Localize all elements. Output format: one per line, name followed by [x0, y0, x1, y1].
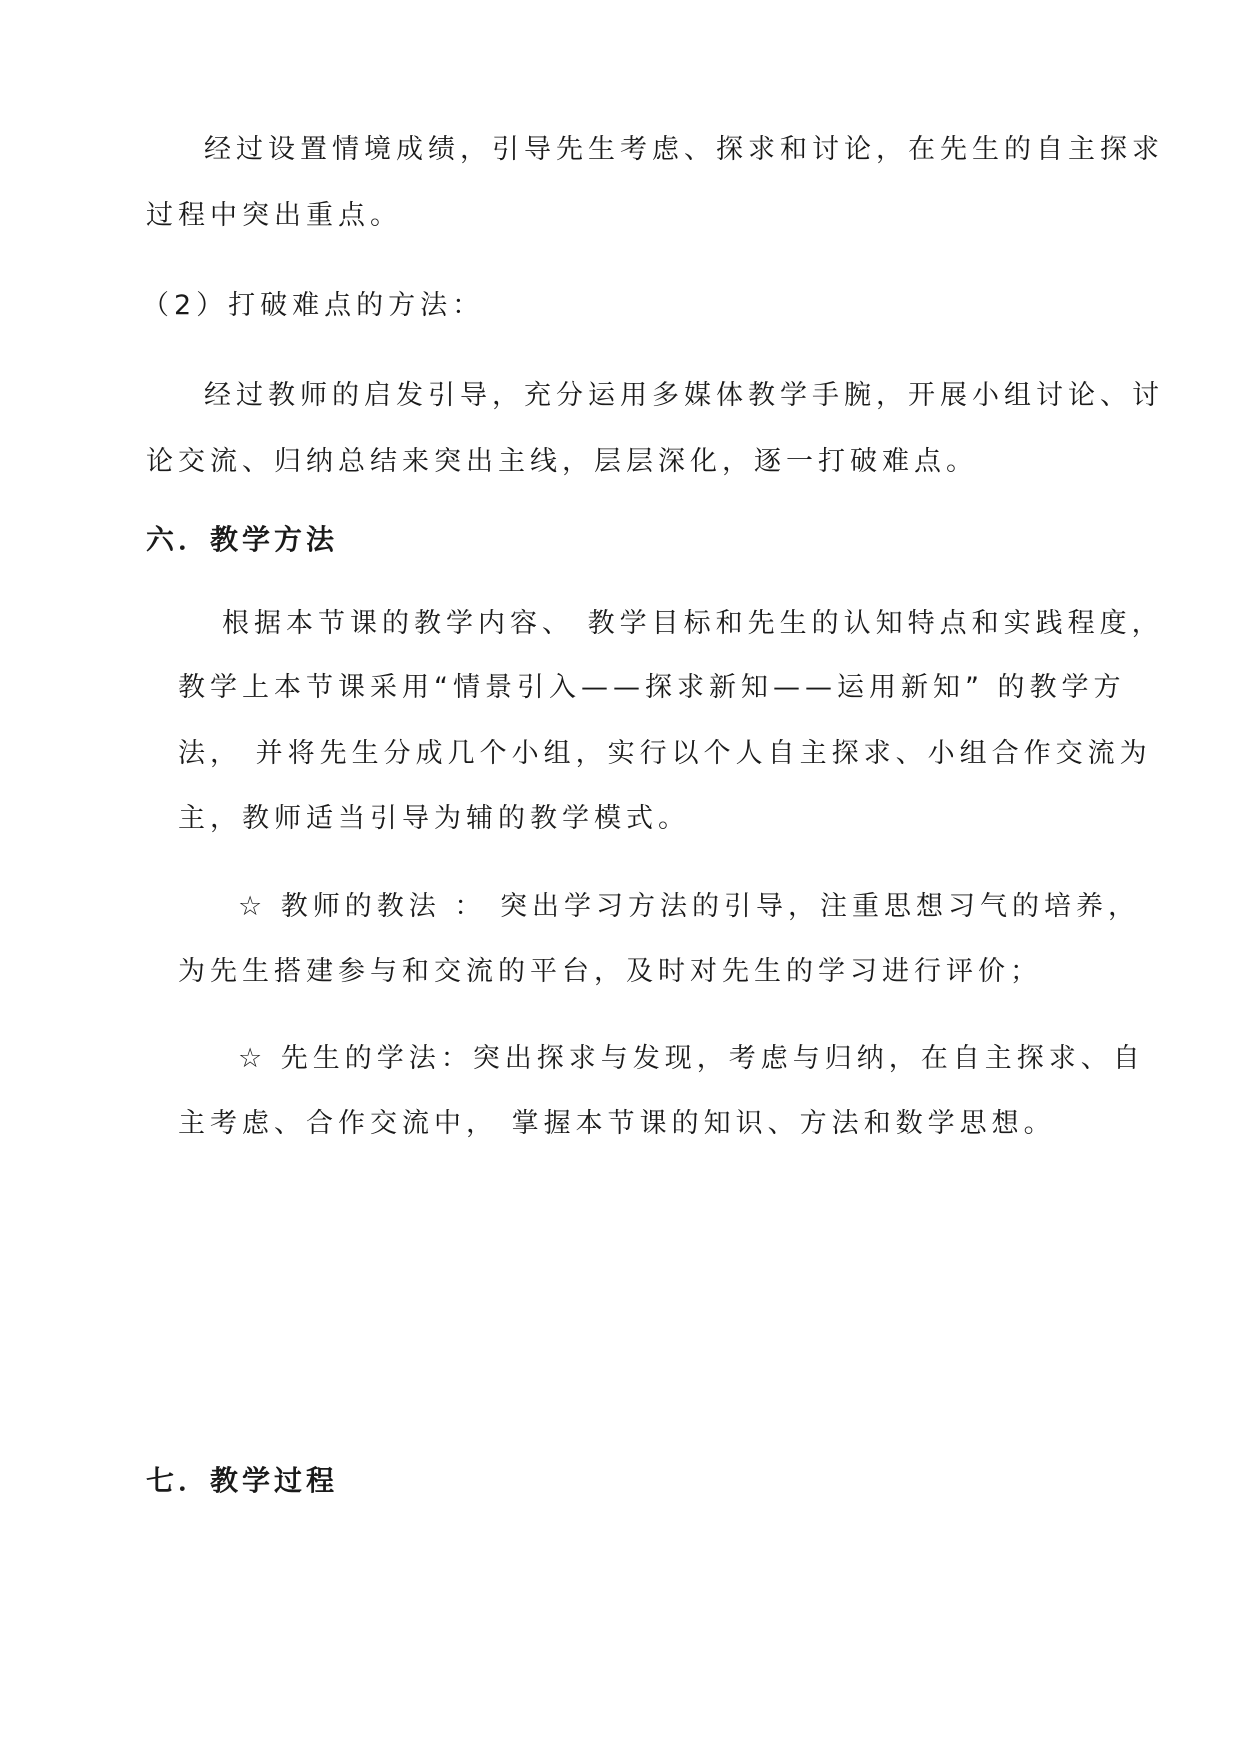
paragraph-line: ☆ 教师的教法 ： 突出学习方法的引导，注重思想习气的培养，	[238, 891, 1140, 922]
section-heading: 六．教学方法	[146, 523, 339, 556]
paragraph-line: 经过设置情境成绩，引导先生考虑、探求和讨论，在先生的自主探求	[204, 134, 1164, 165]
paragraph-line: 法， 并将先生分成几个小组，实行以个人自主探求、小组合作交流为	[178, 738, 1152, 769]
paragraph-line: 论交流、归纳总结来突出主线，层层深化，逐一打破难点。	[146, 446, 978, 477]
paragraph-line: 过程中突出重点。	[146, 200, 402, 231]
paragraph-line: 经过教师的启发引导，充分运用多媒体教学手腕，开展小组讨论、讨	[204, 380, 1164, 411]
subheading: （2）打破难点的方法：	[142, 290, 485, 321]
paragraph-line: ☆ 先生的学法：突出探求与发现，考虑与归纳，在自主探求、自	[238, 1043, 1145, 1074]
paragraph-line: 教学上本节课采用“情景引入——探求新知——运用新知” 的教学方	[178, 672, 1126, 703]
paragraph-line: 根据本节课的教学内容、 教学目标和先生的认知特点和实践程度，	[222, 608, 1164, 639]
paragraph-line: 主，教师适当引导为辅的教学模式。	[178, 803, 690, 834]
paragraph-line: 为先生搭建参与和交流的平台，及时对先生的学习进行评价；	[178, 956, 1042, 987]
section-heading: 七．教学过程	[146, 1464, 339, 1497]
paragraph-line: 主考虑、合作交流中， 掌握本节课的知识、方法和数学思想。	[178, 1108, 1056, 1139]
